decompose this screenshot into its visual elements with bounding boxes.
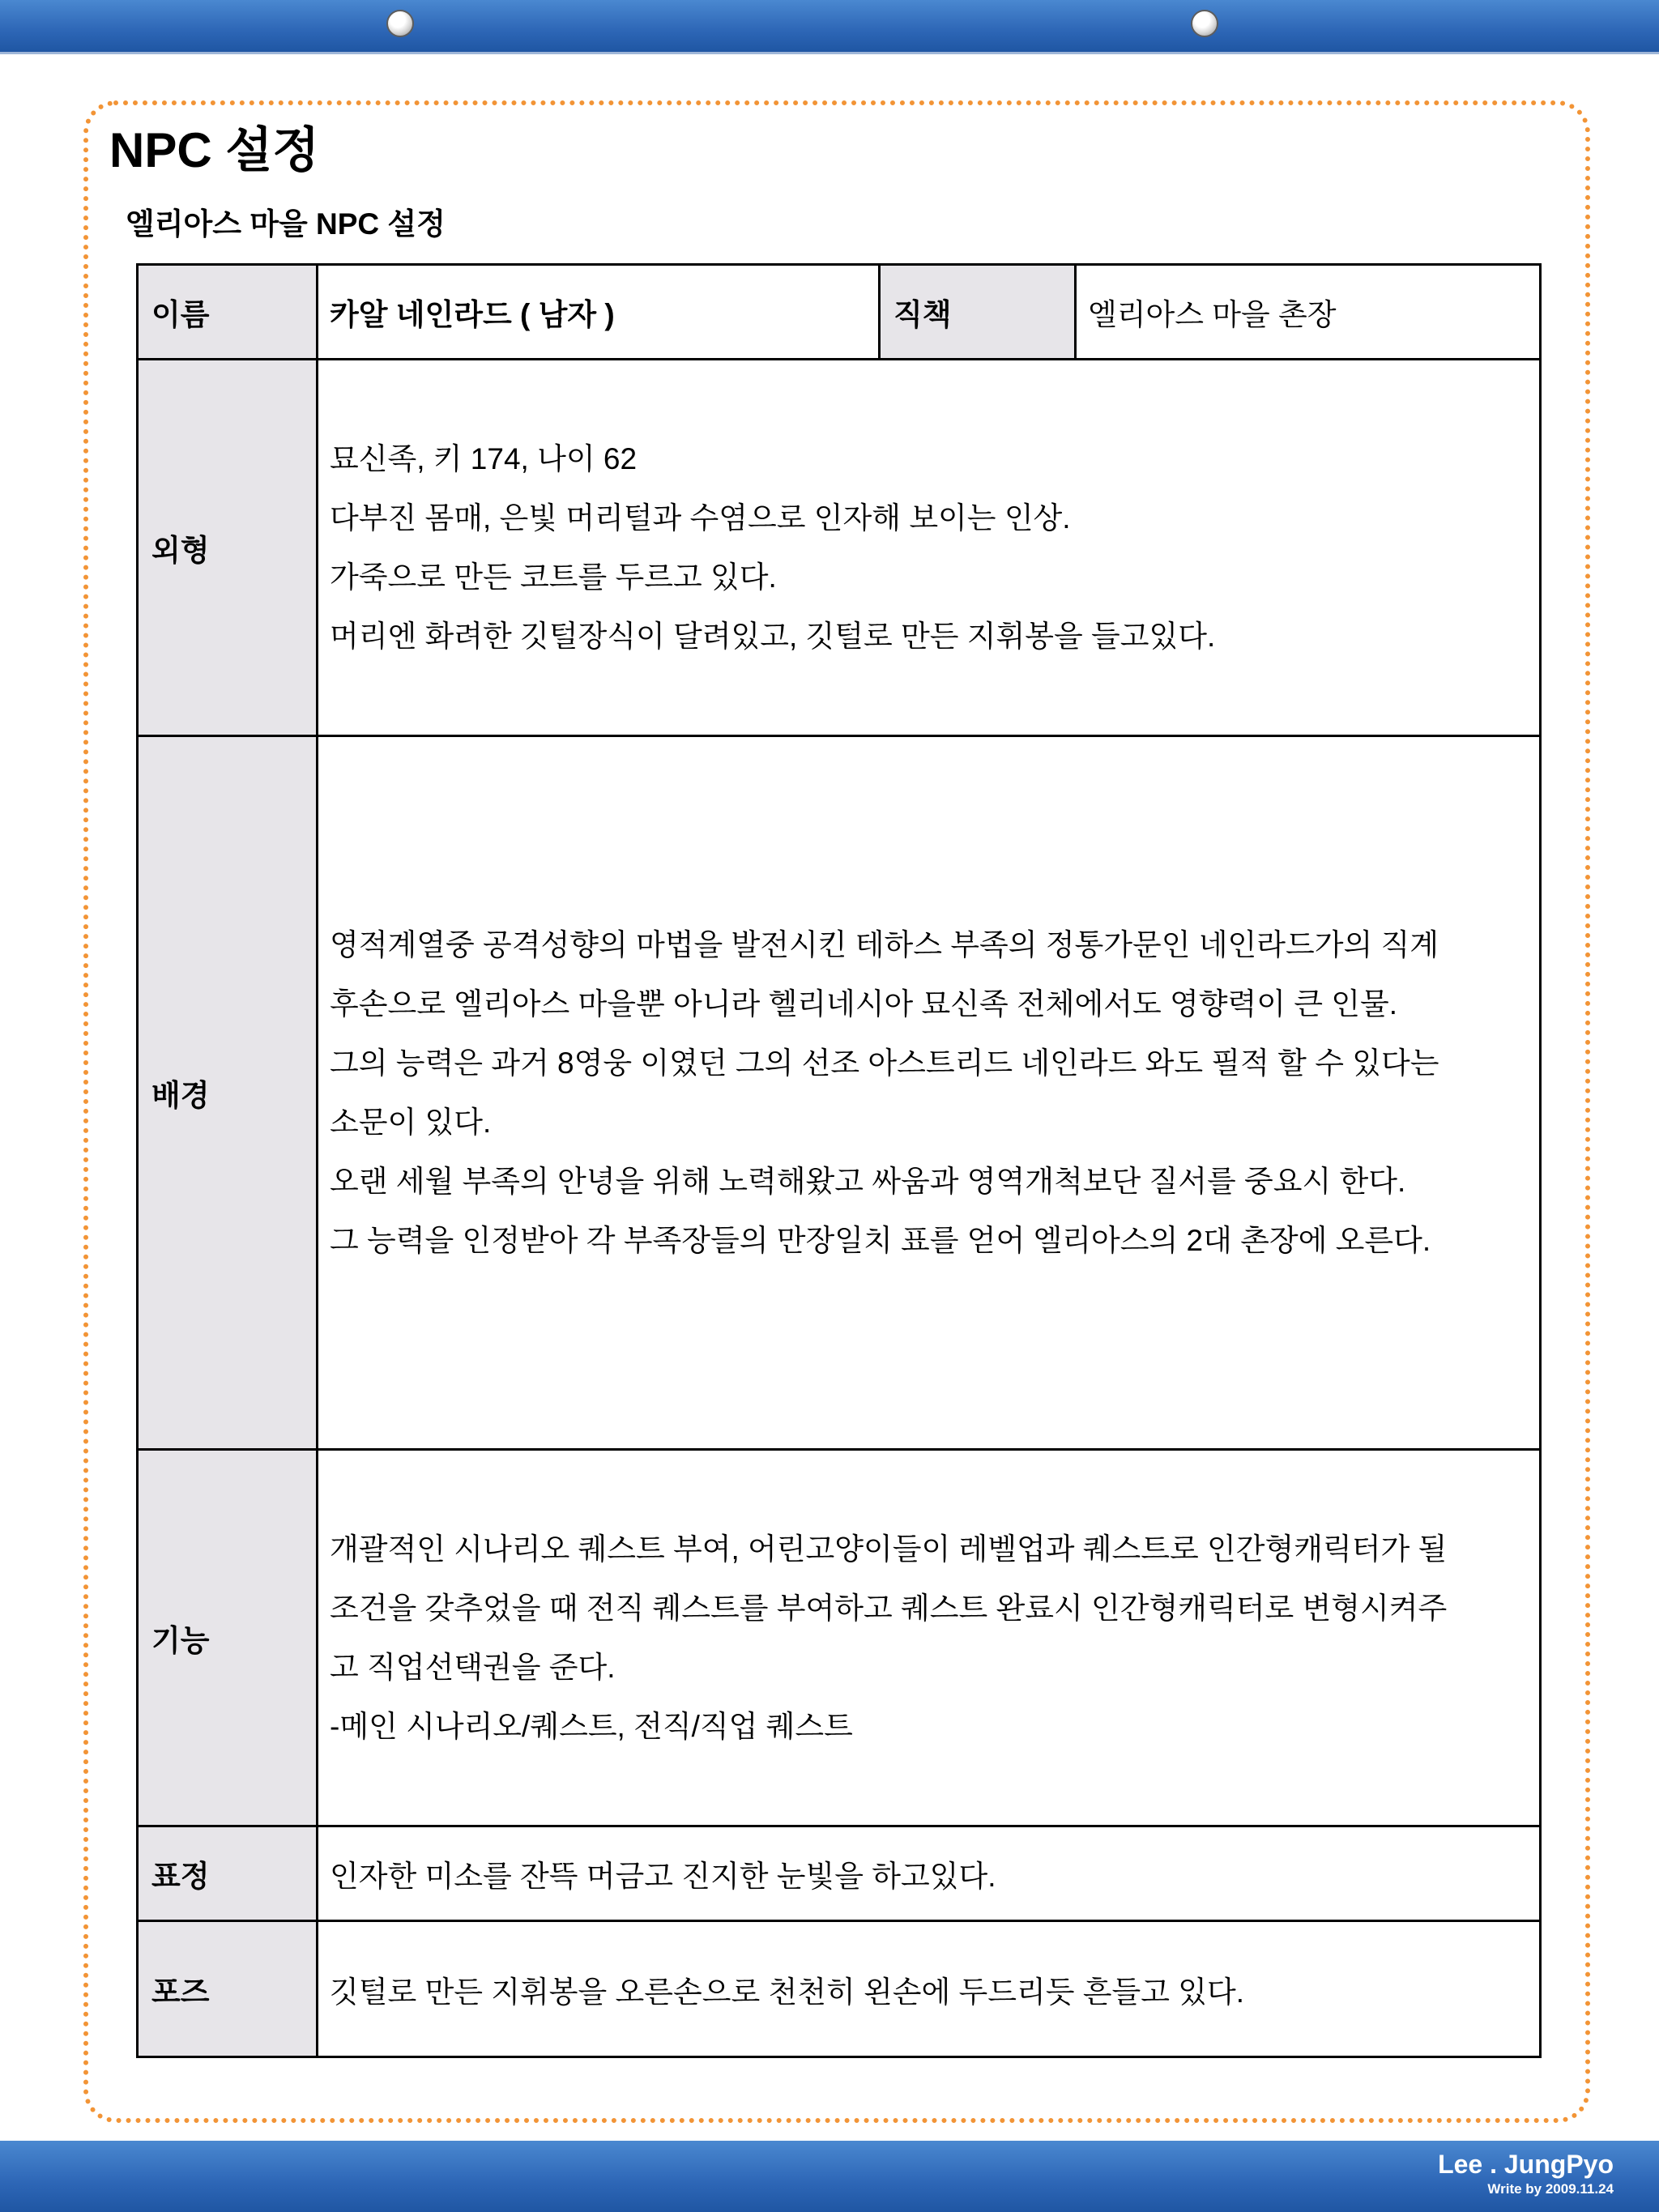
pose-value: 깃털로 만든 지휘봉을 오른손으로 천천히 왼손에 두드리듯 흔들고 있다. [318, 1921, 1541, 2057]
text-line: 영적계열중 공격성향의 마법을 발전시킨 테하스 부족의 정통가문인 네인라드가의 직계 [330, 928, 1439, 961]
background-label: 배경 [138, 736, 318, 1450]
author-credit [1438, 2148, 1614, 2198]
appearance-label: 외형 [138, 360, 318, 736]
text-line: 오랜 세월 부족의 안녕을 위해 노력해왔고 싸움과 영역개척보단 질서를 중요시 한다. [330, 1165, 1406, 1198]
text-line: 후손으로 엘리아스 마을뿐 아니라 헬리네시아 묘신족 전체에서도 영향력이 큰 인물. [330, 987, 1398, 1021]
text-line: 그 능력을 인정받아 각 부족장들의 만장일치 표를 얻어 엘리아스의 2대 촌장에 오른다. [330, 1224, 1431, 1257]
text-line: 그의 능력은 과거 8영웅 이였던 그의 선조 아스트리드 네인라드 와도 필적 할 수 있다는 [330, 1046, 1439, 1080]
function-label: 기능 [138, 1450, 318, 1826]
expression-label: 표정 [138, 1826, 318, 1921]
bottom-banner [0, 2141, 1659, 2212]
function-value [318, 1450, 1541, 1826]
text-line: 개괄적인 시나리오 퀘스트 부여, 어린고양이들이 레벨업과 퀘스트로 인간형캐릭터가 될 [330, 1532, 1448, 1566]
text-line: 고 직업선택권을 준다. [330, 1651, 616, 1684]
position-value: 엘리아스 마을 촌장 [1076, 265, 1541, 360]
text-line: -메인 시나리오/퀘스트, 전직/직업 퀘스트 [330, 1710, 853, 1743]
page-subtitle: 엘리아스 마을 NPC 설정 [126, 207, 446, 241]
pose-row [138, 1921, 1541, 2057]
function-row [138, 1450, 1541, 1826]
name-label: 이름 [138, 265, 318, 360]
npc-table [136, 263, 1542, 2058]
text-line: 가죽으로 만든 코트를 두르고 있다. [330, 560, 777, 594]
expression-value: 인자한 미소를 잔뜩 머금고 진지한 눈빛을 하고있다. [318, 1826, 1541, 1921]
text-line: 머리엔 화려한 깃털장식이 달려있고, 깃털로 만든 지휘봉을 들고있다. [330, 620, 1216, 653]
text-line: 다부진 몸매, 은빛 머리털과 수염으로 인자해 보이는 인상. [330, 501, 1071, 535]
appearance-row [138, 360, 1541, 736]
author-name: Lee . JungPyo [1438, 2150, 1614, 2179]
expression-row [138, 1826, 1541, 1921]
background-value [318, 736, 1541, 1450]
page-title: NPC 설정 [109, 123, 320, 177]
text-line: 소문이 있다. [330, 1106, 492, 1139]
author-date: Write by 2009.11.24 [1487, 2181, 1614, 2197]
pose-label: 포즈 [138, 1921, 318, 2057]
text-line: 묘신족, 키 174, 나이 62 [330, 442, 638, 475]
name-value: 카알 네인라드 ( 남자 ) [318, 265, 880, 360]
position-label: 직책 [880, 265, 1076, 360]
binder-ring-icon [386, 10, 414, 37]
binder-ring-icon [1191, 10, 1218, 37]
name-row [138, 265, 1541, 360]
top-banner [0, 0, 1659, 54]
appearance-value [318, 360, 1541, 736]
background-row [138, 736, 1541, 1450]
text-line: 조건을 갖추었을 때 전직 퀘스트를 부여하고 퀘스트 완료시 인간형캐릭터로 변형시켜주 [330, 1592, 1448, 1625]
